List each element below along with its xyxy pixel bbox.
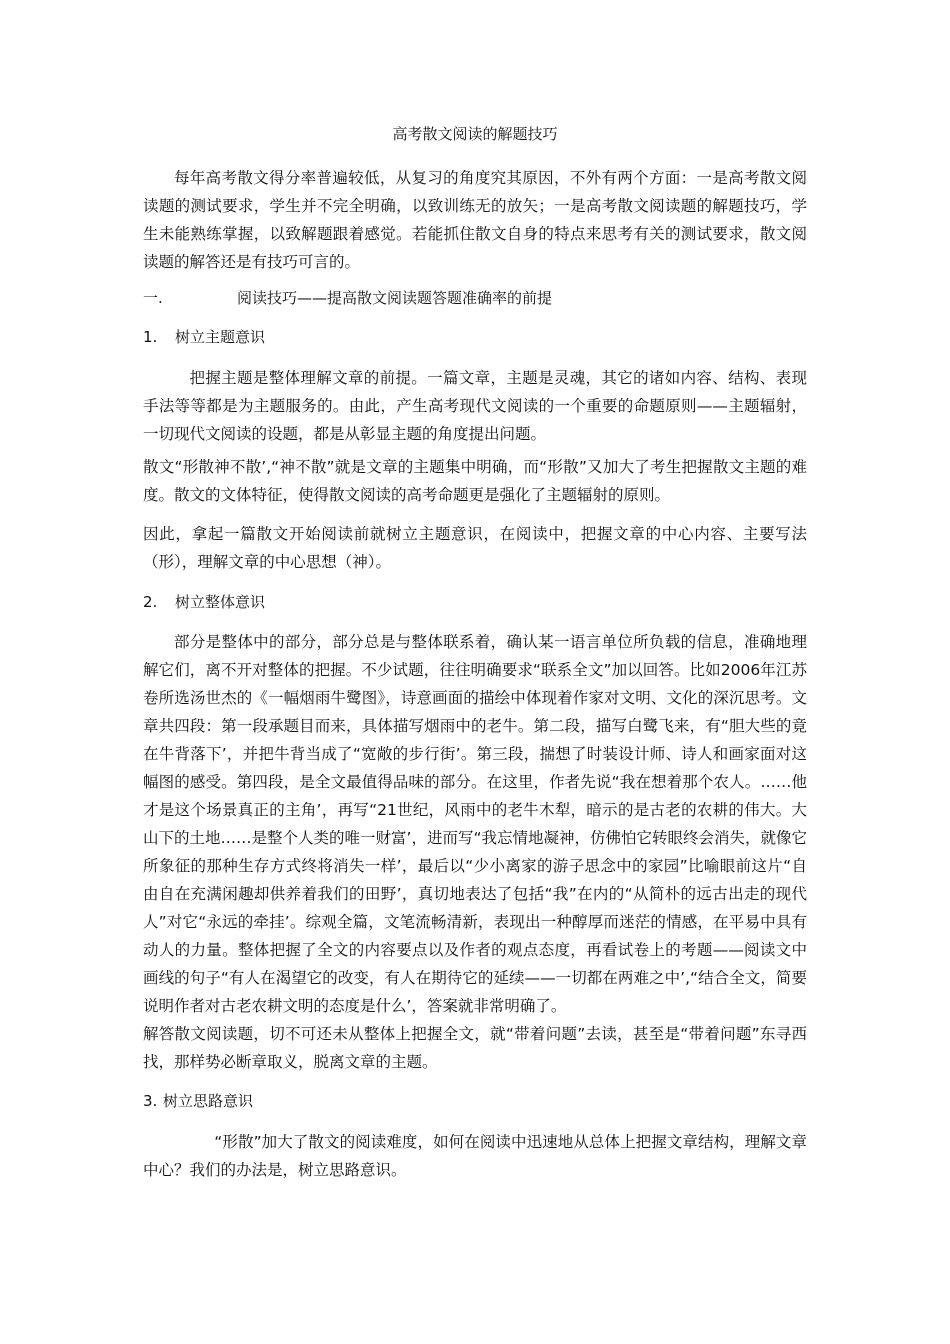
section-title: 阅读技巧——提高散文阅读题答题准确率的前提	[237, 289, 553, 307]
subsection-heading-1	[143, 325, 265, 349]
subsection-number: 2.	[143, 593, 158, 611]
body-paragraph: 因此，拿起一篇散文开始阅读前就树立主题意识，在阅读中，把握文章的中心内容、主要写法（形），理解文章的中心思想（神）。	[143, 525, 807, 571]
body-paragraph: 散文“形散神不散’,“神不散”就是文章的主题集中明确，而“形散”又加大了考生把握散文主题的难度。散文的文体特征，使得散文阅读的高考命题更是强化了主题辐射的原则。	[143, 458, 807, 504]
section-number: 一.	[143, 289, 163, 307]
body-paragraph: “形散”加大了散文的阅读难度，如何在阅读中迅速地从总体上把握文章结构，理解文章中心？我们的办法是，树立思路意识。	[143, 1133, 807, 1179]
subsection-number: 3.	[143, 1092, 158, 1110]
subsection-number: 1.	[143, 328, 158, 346]
document-title: 高考散文阅读的解题技巧	[392, 125, 558, 143]
subsection-heading-3	[143, 1089, 253, 1113]
intro-paragraph: 每年高考散文得分率普遍较低，从复习的角度究其原因，不外有两个方面：一是高考散文阅读题的测试要求，学生并不完全明确，以致训练无的放矢；一是高考散文阅读题的解题技巧，学生未能熟练掌握，以致解题跟着感觉。若能抓住散文自身的特点来思考有关的测试要求，散文阅读题的解答还是有技巧可言的。	[143, 169, 807, 271]
body-paragraph: 部分是整体中的部分，部分总是与整体联系着，确认某一语言单位所负载的信息，准确地理解它们，离不开对整体的把握。不少试题，往往明确要求“联系全文”加以回答。比如2006年江苏卷所选汤世杰的《一幅烟雨牛鹭图》，诗意画面的描绘中体现着作家对文明、文化的深沉思考。文章共四段：第一段承题目而来，具体描写烟雨中的老牛。第二段，描写白鹭飞来，有“胆大些的竟在牛背落下’，并把牛背当成了“宽敞的步行街’。第三段，揣想了时装设计师、诗人和画家面对这幅图的感受。第四段，是全文最值得品味的部分。在这里，作者先说“我在想着那个农人。……他才是这个场景真正的主角’，再写“21世纪，风雨中的老牛木犁，暗示的是古老的农耕的伟大。大山下的土地……是整个人类的唯一财富’，进而写“我忘情地凝神，仿佛怕它转眼终会消失，就像它所象征的那种生存方式终将消失一样’，最后以“少小离家的游子思念中的家园”比喻眼前这片“自由自在充满闲趣却供养着我们的田野’，真切地表达了包括“我”在内的“从简朴的远古出走的现代人”对它“永远的牵挂’。综观全篇，文笔流畅清新，表现出一种醇厚而迷茫的情感，在平易中具有动人的力量。整体把握了全文的内容要点以及作者的观点态度，再看试卷上的考题——阅读文中画线的句子“有人在渴望它的改变，有人在期待它的延续——一切都在两难之中’,“结合全文，简要说明作者对古老农耕文明的态度是什么’，答案就非常明确了。	[143, 633, 807, 1015]
body-paragraph: 解答散文阅读题，切不可还未从整体上把握全文，就“带着问题”去读，甚至是“带着问题”东寻西找，那样势必断章取义，脱离文章的主题。	[143, 1025, 807, 1071]
section-heading	[143, 286, 552, 310]
subsection-title: 树立整体意识	[175, 593, 266, 611]
body-paragraph: 把握主题是整体理解文章的前提。一篇文章，主题是灵魂，其它的诸如内容、结构、表现手法等等都是为主题服务的。由此，产生高考现代文阅读的一个重要的命题原则——主题辐射，一切现代文阅读的设题，都是从彰显主题的角度提出问题。	[143, 369, 807, 443]
subsection-heading-2	[143, 590, 265, 614]
subsection-title: 树立思路意识	[163, 1092, 254, 1110]
subsection-title: 树立主题意识	[175, 328, 266, 346]
